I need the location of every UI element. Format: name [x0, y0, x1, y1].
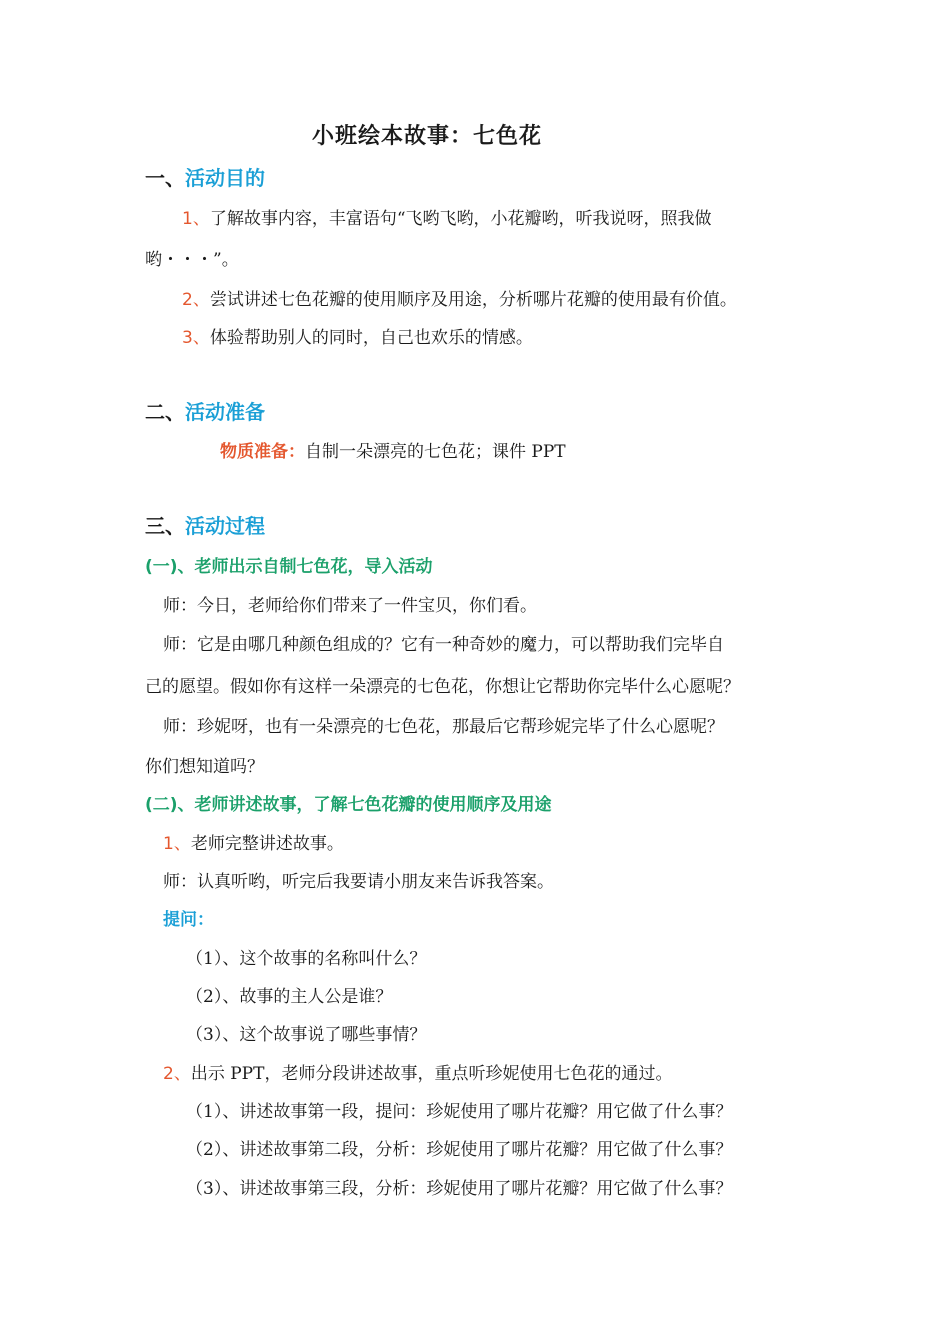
goal-text: 了解故事内容，丰富语句“飞哟飞哟，小花瓣哟，听我说呀，照我做: [209, 209, 712, 229]
goal-number: 1、: [182, 209, 210, 229]
goal-item-1-continued: 哟・・・”。: [145, 250, 239, 270]
goal-item-3: [182, 326, 533, 350]
subsection-heading-2: (二)、老师讲述故事，了解七色花瓣的使用顺序及用途: [145, 795, 552, 815]
step-item-1: [163, 832, 344, 856]
step-item-2: [163, 1062, 672, 1086]
question-label: 提问：: [163, 910, 214, 930]
dialogue-line: 师：珍妮呀，也有一朵漂亮的七色花，那最后它帮珍妮完毕了什么心愿呢？: [163, 717, 724, 737]
segment-item: （3）、讲述故事第三段，分析：珍妮使用了哪片花瓣？用它做了什么事？: [186, 1179, 733, 1199]
section-prefix: 二、: [145, 400, 185, 424]
section-heading-goals: [145, 166, 265, 190]
section-title: 活动目的: [185, 166, 265, 190]
goal-text: 尝试讲述七色花瓣的使用顺序及用途，分析哪片花瓣的使用最有价值。: [209, 290, 737, 310]
step-text: 老师完整讲述故事。: [190, 834, 344, 854]
section-title: 活动准备: [185, 400, 265, 424]
section-heading-process: [145, 514, 265, 538]
material-label: 物质准备：: [220, 442, 305, 462]
material-text: 自制一朵漂亮的七色花；课件 PPT: [305, 442, 566, 462]
subsection-heading-1: (一)、老师出示自制七色花，导入活动: [145, 557, 433, 577]
step-number: 1、: [163, 834, 191, 854]
goal-item-1: [182, 207, 712, 231]
goal-item-2: [182, 288, 737, 312]
material-preparation: [220, 440, 566, 464]
section-prefix: 三、: [145, 514, 185, 538]
question-item: （2）、故事的主人公是谁？: [186, 987, 393, 1007]
segment-item: （2）、讲述故事第二段，分析：珍妮使用了哪片花瓣？用它做了什么事？: [186, 1140, 733, 1160]
segment-item: （1）、讲述故事第一段，提问：珍妮使用了哪片花瓣？用它做了什么事？: [186, 1102, 733, 1122]
dialogue-line: 己的愿望。假如你有这样一朵漂亮的七色花，你想让它帮助你完毕什么心愿呢？: [145, 677, 740, 697]
goal-number: 2、: [182, 290, 210, 310]
section-prefix: 一、: [145, 166, 185, 190]
goal-number: 3、: [182, 328, 210, 348]
section-heading-preparation: [145, 400, 265, 424]
dialogue-line: 师：它是由哪几种颜色组成的？它有一种奇妙的魔力，可以帮助我们完毕自: [163, 635, 724, 655]
step-text: 出示 PPT，老师分段讲述故事，重点听珍妮使用七色花的通过。: [190, 1064, 673, 1084]
dialogue-line: 师：认真听哟，听完后我要请小朋友来告诉我答案。: [163, 872, 554, 892]
step-number: 2、: [163, 1064, 191, 1084]
question-item: （1）、这个故事的名称叫什么？: [186, 949, 427, 969]
goal-text: 体验帮助别人的同时，自己也欢乐的情感。: [209, 328, 533, 348]
page-title: 小班绘本故事：七色花: [312, 123, 543, 149]
question-item: （3）、这个故事说了哪些事情？: [186, 1025, 427, 1045]
dialogue-line: 你们想知道吗？: [145, 757, 264, 777]
dialogue-line: 师：今日，老师给你们带来了一件宝贝，你们看。: [163, 596, 537, 616]
section-title: 活动过程: [185, 514, 265, 538]
